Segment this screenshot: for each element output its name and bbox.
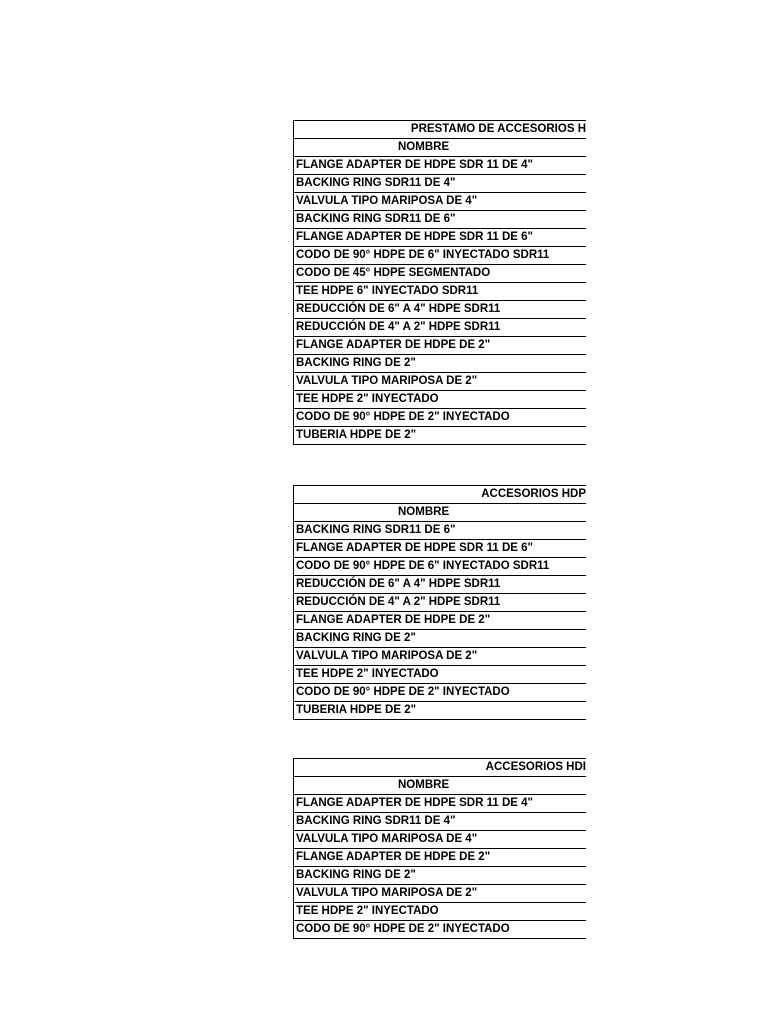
item-name-cell[interactable]: BACKING RING DE 2" [294,355,587,373]
table-row [294,373,587,391]
column-header-nombre[interactable]: NOMBRE [294,139,587,157]
table-row [294,175,587,193]
table-row [294,885,587,903]
table-row [294,849,587,867]
item-name-cell[interactable]: CODO DE 90° HDPE DE 2" INYECTADO [294,409,587,427]
item-name-cell[interactable]: FLANGE ADAPTER DE HDPE SDR 11 DE 6" [294,229,587,247]
table-row [294,867,587,885]
table-row [294,795,587,813]
table-row [294,666,587,684]
table-row [294,921,587,939]
item-name-cell[interactable]: FLANGE ADAPTER DE HDPE DE 2" [294,849,587,867]
table-row [294,759,587,777]
item-name-cell[interactable]: FLANGE ADAPTER DE HDPE DE 2" [294,612,587,630]
item-name-cell[interactable]: BACKING RING SDR11 DE 6" [294,522,587,540]
table-body [294,121,587,445]
item-name-cell[interactable]: TEE HDPE 2" INYECTADO [294,391,587,409]
item-name-cell[interactable]: BACKING RING SDR11 DE 6" [294,211,587,229]
item-name-cell[interactable]: VALVULA TIPO MARIPOSA DE 2" [294,648,587,666]
table-row [294,157,587,175]
table-row [294,684,587,702]
table-row [294,903,587,921]
table-title-cell[interactable]: PRESTAMO DE ACCESORIOS H [294,121,587,139]
item-name-cell[interactable]: BACKING RING DE 2" [294,630,587,648]
table-row [294,337,587,355]
item-name-cell[interactable]: FLANGE ADAPTER DE HDPE SDR 11 DE 4" [294,157,587,175]
item-name-cell[interactable]: REDUCCIÓN DE 6" A 4" HDPE SDR11 [294,576,587,594]
item-name-cell[interactable]: REDUCCIÓN DE 6" A 4" HDPE SDR11 [294,301,587,319]
table-row [294,558,587,576]
item-name-cell[interactable]: TUBERIA HDPE DE 2" [294,427,587,445]
table-row [294,540,587,558]
table-row [294,193,587,211]
table-prestamo-accesorios [293,120,586,445]
table-body [294,759,587,939]
item-name-cell[interactable]: REDUCCIÓN DE 4" A 2" HDPE SDR11 [294,594,587,612]
table-row [294,702,587,720]
table-row [294,139,587,157]
table-row [294,504,587,522]
table-row [294,247,587,265]
table-row [294,522,587,540]
item-name-cell[interactable]: VALVULA TIPO MARIPOSA DE 4" [294,831,587,849]
table-row [294,355,587,373]
table-row [294,265,587,283]
table-row [294,427,587,445]
table-row [294,319,587,337]
item-name-cell[interactable]: FLANGE ADAPTER DE HDPE SDR 11 DE 4" [294,795,587,813]
item-name-cell[interactable]: TUBERIA HDPE DE 2" [294,702,587,720]
item-name-cell[interactable]: CODO DE 90° HDPE DE 6" INYECTADO SDR11 [294,558,587,576]
item-name-cell[interactable]: TEE HDPE 2" INYECTADO [294,903,587,921]
item-name-cell[interactable]: VALVULA TIPO MARIPOSA DE 4" [294,193,587,211]
column-header-nombre[interactable]: NOMBRE [294,777,587,795]
table-row [294,486,587,504]
item-name-cell[interactable]: FLANGE ADAPTER DE HDPE DE 2" [294,337,587,355]
table-body [294,486,587,720]
table-accesorios-hdpe [293,485,586,720]
table-row [294,211,587,229]
table-row [294,594,587,612]
item-name-cell[interactable]: VALVULA TIPO MARIPOSA DE 2" [294,373,587,391]
table-row [294,121,587,139]
item-name-cell[interactable]: VALVULA TIPO MARIPOSA DE 2" [294,885,587,903]
table-row [294,576,587,594]
item-name-cell[interactable]: CODO DE 45° HDPE SEGMENTADO [294,265,587,283]
table-row [294,229,587,247]
item-name-cell[interactable]: BACKING RING DE 2" [294,867,587,885]
table-title-cell[interactable]: ACCESORIOS HDP [294,486,587,504]
table-row [294,409,587,427]
table-row [294,648,587,666]
item-name-cell[interactable]: CODO DE 90° HDPE DE 2" INYECTADO [294,921,587,939]
table-row [294,391,587,409]
item-name-cell[interactable]: CODO DE 90° HDPE DE 6" INYECTADO SDR11 [294,247,587,265]
column-header-nombre[interactable]: NOMBRE [294,504,587,522]
item-name-cell[interactable]: FLANGE ADAPTER DE HDPE SDR 11 DE 6" [294,540,587,558]
item-name-cell[interactable]: TEE HDPE 2" INYECTADO [294,666,587,684]
table-row [294,777,587,795]
table-accesorios-hdi [293,758,586,939]
item-name-cell[interactable]: TEE HDPE 6" INYECTADO SDR11 [294,283,587,301]
item-name-cell[interactable]: CODO DE 90° HDPE DE 2" INYECTADO [294,684,587,702]
table-row [294,630,587,648]
table-title-cell[interactable]: ACCESORIOS HDI [294,759,587,777]
table-row [294,283,587,301]
table-row [294,301,587,319]
item-name-cell[interactable]: BACKING RING SDR11 DE 4" [294,175,587,193]
table-row [294,831,587,849]
table-row [294,813,587,831]
item-name-cell[interactable]: REDUCCIÓN DE 4" A 2" HDPE SDR11 [294,319,587,337]
item-name-cell[interactable]: BACKING RING SDR11 DE 4" [294,813,587,831]
table-row [294,612,587,630]
